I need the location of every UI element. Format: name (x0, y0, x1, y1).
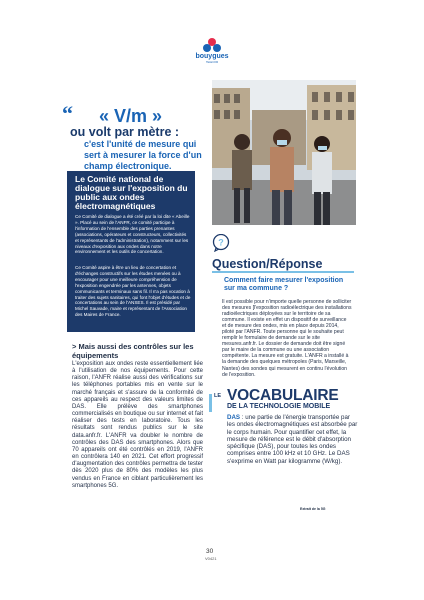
vocab-le: LE (214, 393, 222, 399)
vocab-title: VOCABULAIRE (227, 387, 339, 404)
bouygues-logo (194, 38, 230, 64)
logo-mark-icon (203, 38, 221, 52)
committee-box (67, 171, 195, 332)
logo-tagline: TELECOM (205, 61, 219, 64)
committee-paragraph-1: Ce Comité de dialogue a été créé par la loi dite « Abeille ». Placé au sein de l'ANFR, ce comité participe à l'information de l'ensemble des parties prenantes (associations, opérateurs et constructeurs, collectivités et représentants de l'administration), notamment sur les niveaux d'exposition aux ondes dans notre environnement et les outils de concertation. (75, 214, 190, 255)
vocab-term: DAS (227, 414, 241, 421)
controls-body: L'exposition aux ondes reste essentiellement liée à l'utilisation de nos équipements. Pour cette raison, l'ANFR réalise aussi des vérifications sur les téléphones portables mis en vente sur le marché français et s'assure de la conformité de ces appareils au respect des valeurs limites de DAS. Elle prélève des smartphones commercialisés en boutique ou sur internet et fait réaliser des tests en laboratoire. Tous les résultats sont rendus publics sur le site data.anfr.fr. L'ANFR va doubler le nombre de contrôles des DAS des smartphones. Alors que 70 appareils ont été contrôlés en 2019, l'ANFR en contrôlera 140 en 2021. Cet effort progressif d'augmentation des contrôles permettra de tester dès 2020 plus de 80% des modèles les plus vendus en France en ciblant particulièrement les smartphones 5G. (72, 361, 203, 489)
unit-subtitle: ou volt par mètre : (70, 125, 180, 139)
committee-paragraph-2: Ce Comité aspire à être un lieu de concertation et d'échanges constructifs sur les études menées ou à encourager pour une meilleure compréhension de l'exposition engendrée par les antennes, objets communicants et terminaux sans fil. Il n'a pas vocation à traiter des sujets sanitaires, qui font l'objet d'études et de concertations au sein de l'ANSES. Il est présidé par Michel Sauvade, maire et représentant de l'Association des Maires de France. (75, 265, 191, 318)
vocab-footer: Extrait de la 5G (300, 507, 326, 511)
qa-answer: Il est possible pour n'importe quelle personne de solliciter des mesures [l'exposition radioélectrique des installations radioélectriques déployées sur le territoire de sa commune. Il existe en effet un dispositif de surveillance et de mesure des ondes, mis en place depuis 2014, piloté par l'ANFR. Toute personne qui le souhaite peut remplir le formulaire de demande sur le site mesures.anfr.fr. Le dossier de demande doit être signé par le maire de la commune ou une association compétente. La mesure est gratuite. L'ANFR a installé à la demande des quelques métropoles (Paris, Marseille, Nantes) des sondes qui mesurent en continu l'évolution de l'exposition. (222, 299, 352, 378)
street-photo (212, 80, 356, 225)
committee-title: Le Comité national de dialogue sur l'exposition du public aux ondes électromagnétiques (75, 174, 188, 211)
page-number: 30 (206, 548, 214, 555)
quote-mark: “ (62, 101, 73, 126)
qa-title: Question/Réponse (212, 257, 323, 271)
svg-text:?: ? (218, 237, 224, 248)
vocab-subtitle: DE LA TECHNOLOGIE MOBILE (227, 403, 331, 410)
vocab-definition (227, 414, 358, 465)
question-bubble-icon (212, 234, 230, 252)
vocab-accent (209, 394, 212, 412)
qa-divider (212, 271, 354, 273)
qa-question: Comment faire mesurer l'exposition sur ma commune ? (224, 277, 344, 292)
unit-heading: « V/m » (99, 106, 163, 126)
vocab-term-definition: : une partie de l'énergie transportée par les ondes électromagnétiques est absorbée par le corps humain. Pour quantifier cet effet, la mesure de référence est le débit d'absorption spécifique (DAS), pour toutes les ondes comprises entre 100 kHz et 10 GHz. Le DAS s'exprime en Watt par kilogramme (W/kg). (227, 414, 358, 465)
logo-wordmark: bouygues (195, 53, 229, 60)
controls-heading: > Mais aussi des contrôles sur les équipements (72, 342, 194, 360)
unit-definition: c'est l'unité de mesure qui sert à mesurer la force d'un champ électronique. (84, 139, 202, 171)
page-code: V0421 (205, 556, 217, 561)
